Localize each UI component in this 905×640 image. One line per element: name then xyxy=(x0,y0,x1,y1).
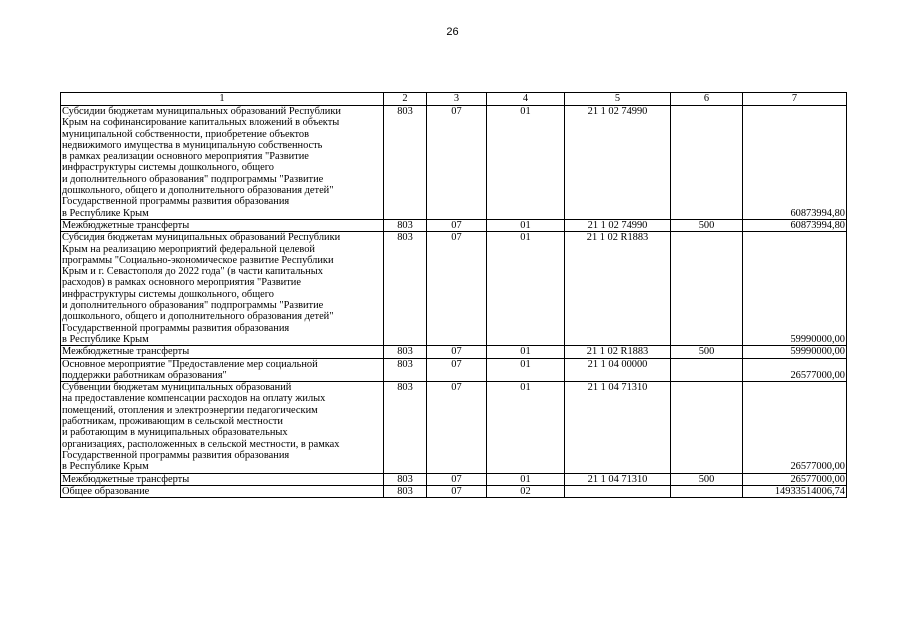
row-code-2: 803 xyxy=(384,106,427,220)
row-amount: 26577000,00 xyxy=(743,382,847,473)
row-code-2: 803 xyxy=(384,382,427,473)
row-code-5: 21 1 04 71310 xyxy=(565,382,671,473)
row-code-5: 21 1 04 00000 xyxy=(565,358,671,382)
row-code-2: 803 xyxy=(384,358,427,382)
row-name: Основное мероприятие "Предоставление мер социальной поддержки работникам образования" xyxy=(61,358,384,382)
column-header: 6 xyxy=(671,93,743,106)
table-row xyxy=(61,232,847,346)
table-header-row xyxy=(61,93,847,106)
row-code-3: 07 xyxy=(427,358,487,382)
row-amount: 26577000,00 xyxy=(743,473,847,485)
row-code-5: 21 1 02 74990 xyxy=(565,106,671,220)
row-code-3: 07 xyxy=(427,219,487,231)
row-code-4: 01 xyxy=(487,358,565,382)
row-code-6: 500 xyxy=(671,346,743,358)
row-name: Межбюджетные трансферты xyxy=(61,219,384,231)
row-amount: 26577000,00 xyxy=(743,358,847,382)
row-code-4: 01 xyxy=(487,473,565,485)
row-code-5: 21 1 02 74990 xyxy=(565,219,671,231)
table-row xyxy=(61,382,847,473)
row-name: Межбюджетные трансферты xyxy=(61,346,384,358)
column-header: 5 xyxy=(565,93,671,106)
row-code-3: 07 xyxy=(427,232,487,346)
row-amount: 60873994,80 xyxy=(743,106,847,220)
row-code-3: 07 xyxy=(427,485,487,497)
row-code-5: 21 1 04 71310 xyxy=(565,473,671,485)
table-row xyxy=(61,219,847,231)
row-amount: 14933514006,74 xyxy=(743,485,847,497)
row-code-6 xyxy=(671,382,743,473)
row-code-3: 07 xyxy=(427,473,487,485)
row-amount: 59990000,00 xyxy=(743,346,847,358)
row-code-6 xyxy=(671,232,743,346)
column-header: 1 xyxy=(61,93,384,106)
table-row xyxy=(61,358,847,382)
row-code-3: 07 xyxy=(427,346,487,358)
row-code-3: 07 xyxy=(427,106,487,220)
row-code-2: 803 xyxy=(384,473,427,485)
row-code-4: 01 xyxy=(487,346,565,358)
page-number: 26 xyxy=(446,26,459,38)
column-header: 2 xyxy=(384,93,427,106)
table-row xyxy=(61,106,847,220)
row-amount: 59990000,00 xyxy=(743,232,847,346)
table-row xyxy=(61,485,847,497)
column-header: 7 xyxy=(743,93,847,106)
row-name: Межбюджетные трансферты xyxy=(61,473,384,485)
column-header: 4 xyxy=(487,93,565,106)
row-code-5 xyxy=(565,485,671,497)
column-header: 3 xyxy=(427,93,487,106)
budget-table xyxy=(60,92,847,498)
row-code-2: 803 xyxy=(384,346,427,358)
row-code-6 xyxy=(671,106,743,220)
row-code-4: 01 xyxy=(487,232,565,346)
row-name: Субвенции бюджетам муниципальных образований на предоставление компенсации расходов на оплату жилых помещений, отопления и электроэнергии педагогическим работникам, проживающим в сельской местности и работающим в муниципальных образовательных организациях, расположенных в сельской местности, в рамках Государственной программы развития образования в Республике Крым xyxy=(61,382,384,473)
row-code-6 xyxy=(671,485,743,497)
row-code-5: 21 1 02 R1883 xyxy=(565,346,671,358)
row-code-3: 07 xyxy=(427,382,487,473)
row-code-2: 803 xyxy=(384,219,427,231)
row-name: Субсидия бюджетам муниципальных образований Республики Крым на реализацию мероприятий федеральной целевой программы "Социально-экономическое развитие Республики Крым и г. Севастополя до 2022 года" (в части капитальных расходов) в рамках основного мероприятия "Развитие инфраструктуры системы дошкольного, общего и дополнительного образования" подпрограммы "Развитие дошкольного, общего и дополнительного образования детей" Государственной программы развития образования в Республике Крым xyxy=(61,232,384,346)
row-code-4: 01 xyxy=(487,106,565,220)
row-code-4: 01 xyxy=(487,382,565,473)
row-code-6: 500 xyxy=(671,473,743,485)
row-name: Субсидии бюджетам муниципальных образований Республики Крым на софинансирование капитальных вложений в объекты муниципальной собственности, приобретение объектов недвижимого имущества в муниципальную собственность в рамках реализации основного мероприятия "Развитие инфраструктуры системы дошкольного, общего и дополнительного образования" подпрограммы "Развитие дошкольного, общего и дополнительного образования детей" Государственной программы развития образования в Республике Крым xyxy=(61,106,384,220)
row-code-2: 803 xyxy=(384,485,427,497)
row-code-4: 02 xyxy=(487,485,565,497)
table-row xyxy=(61,346,847,358)
row-code-5: 21 1 02 R1883 xyxy=(565,232,671,346)
row-code-4: 01 xyxy=(487,219,565,231)
row-code-2: 803 xyxy=(384,232,427,346)
table-row xyxy=(61,473,847,485)
row-code-6 xyxy=(671,358,743,382)
row-code-6: 500 xyxy=(671,219,743,231)
row-name: Общее образование xyxy=(61,485,384,497)
row-amount: 60873994,80 xyxy=(743,219,847,231)
